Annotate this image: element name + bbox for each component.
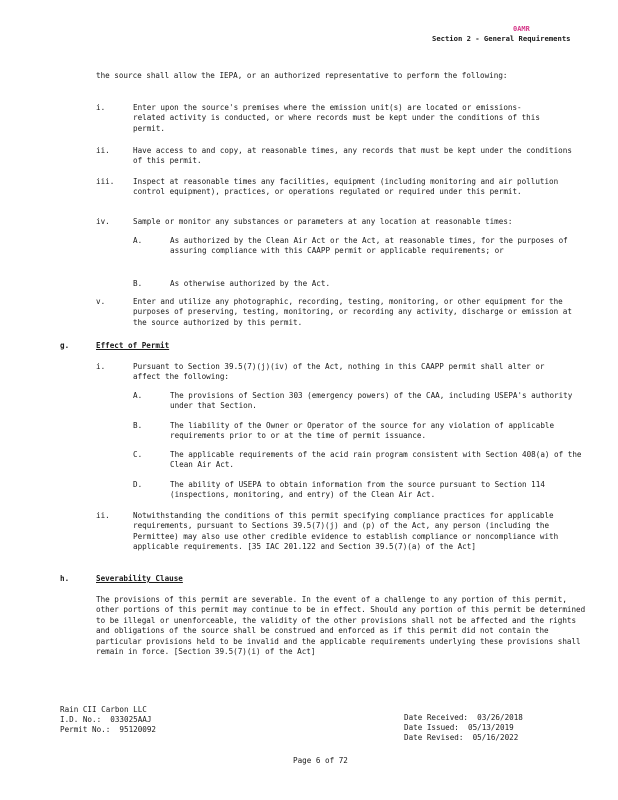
item-text: Notwithstanding the conditions of this permit specifying compliance practices for applicable requirements, pursuant to Sections 39.5(7)(j) and (p) of the Act, any person (including the Permittee) may also use other credible evidence to establish compliance or noncompliance with applicable requirements. [35 IAC 201.122 and Section 39.5(7)(a) of the Act] [133, 511, 559, 552]
subitem-letter: A. [133, 236, 143, 245]
subitem-text: The liability of the Owner or Operator of the source for any violation of applicable requirements prior to or at the time of permit issuance. [170, 421, 555, 441]
item-text: Pursuant to Section 39.5(7)(j)(iv) of the Act, nothing in this CAAPP permit shall alter or affect the following: [133, 362, 545, 382]
received-stamp: 0AMR [513, 25, 530, 33]
section-header: Section 2 - General Requirements [432, 34, 571, 43]
subitem-text: The ability of USEPA to obtain information from the source pursuant to Section 114 (inspections, monitoring, and entry) of the Clean Air Act. [170, 480, 545, 500]
item-number: i. [96, 362, 106, 371]
item-number: iii. [96, 177, 115, 186]
subitem-text: As otherwise authorized by the Act. [170, 279, 331, 288]
item-text: Sample or monitor any substances or parameters at any location at reasonable times: [133, 217, 513, 226]
subitem-letter: C. [133, 450, 143, 459]
section-g-heading: Effect of Permit [96, 341, 170, 350]
item-text: Enter upon the source's premises where the emission unit(s) are located or emissions-related activity is conducted, or where records must be kept under the conditions of this permit. [133, 103, 540, 133]
footer-permit-no: Permit No.: 95120092 [60, 725, 157, 734]
subitem-text: The provisions of Section 303 (emergency powers) of the CAA, including USEPA's authority under that Section. [170, 391, 573, 411]
item-number: ii. [96, 146, 110, 155]
item-number: iv. [96, 217, 110, 226]
subitem-letter: B. [133, 421, 143, 430]
footer-id-no: I.D. No.: 033025AAJ [60, 715, 152, 724]
item-number: i. [96, 103, 106, 112]
intro-paragraph: the source shall allow the IEPA, or an authorized representative to perform the following: [96, 71, 508, 80]
footer-date-received: Date Received: 03/26/2018 [404, 713, 523, 722]
section-g-label: g. [60, 341, 70, 350]
subitem-text: As authorized by the Clean Air Act or the Act, at reasonable times, for the purposes of assuring compliance with this CAAPP permit or applicable requirements; or [170, 236, 568, 256]
item-number: ii. [96, 511, 110, 520]
subitem-letter: B. [133, 279, 143, 288]
section-h-label: h. [60, 574, 70, 583]
subitem-letter: D. [133, 480, 143, 489]
item-text: Inspect at reasonable times any facilities, equipment (including monitoring and air pollution control equipment), practices, or operations regulated or required under this permit. [133, 177, 559, 197]
footer-company: Rain CII Carbon LLC [60, 705, 147, 714]
subitem-text: The applicable requirements of the acid rain program consistent with Section 408(a) of the Clean Air Act. [170, 450, 582, 470]
footer-date-issued: Date Issued: 05/13/2019 [404, 723, 514, 732]
severability-paragraph: The provisions of this permit are severable. In the event of a challenge to any portion of this permit, other portions of this permit may continue to be in effect. Should any portion of this permit be determined to be illegal or unenforceable, the validity of the other provisions shall not be affected and the rights and obligations of the source shall be construed and enforced as if this permit did not contain the particular provisions held to be invalid and the applicable requirements underlying these provisions shall remain in force. [Section 39.5(7)(i) of the Act] [96, 595, 586, 657]
subitem-letter: A. [133, 391, 143, 400]
item-number: v. [96, 297, 106, 306]
item-text: Enter and utilize any photographic, recording, testing, monitoring, or other equipment for the purposes of preserving, testing, monitoring, or recording any activity, discharge or emission at the source authorized by this permit. [133, 297, 572, 327]
section-h-heading: Severability Clause [96, 574, 183, 583]
footer-date-revised: Date Revised: 05/16/2022 [404, 733, 519, 742]
item-text: Have access to and copy, at reasonable times, any records that must be kept under the conditions of this permit. [133, 146, 572, 166]
page-number: Page 6 of 72 [293, 756, 348, 765]
